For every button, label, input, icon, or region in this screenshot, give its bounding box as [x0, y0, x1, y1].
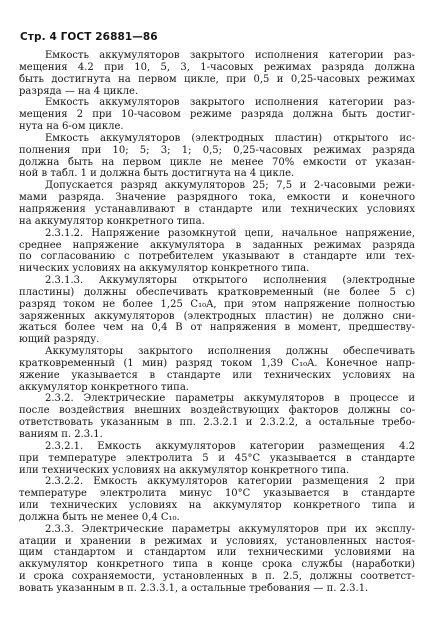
text-line: и срока сохраняемости, установленных в п. 2.5, должны соответст-	[19, 571, 415, 583]
text-line: 2.3.1.3. Аккумуляторы открытого исполнения (электродные	[45, 275, 415, 287]
text-line: мами разряда. Значение разрядного тока, емкости и конечного	[19, 192, 415, 204]
text-line: температуре электролита минус 10°С указывается в стандарте	[19, 488, 415, 500]
text-line: должна быть на первом цикле не менее 70% емкости от указан-	[19, 156, 415, 168]
text-line: 2.3.2.1. Емкость аккумуляторов категории размещения 4.2	[45, 440, 415, 452]
text-line: после воздействия внешних воздействующих факторов должны со-	[19, 405, 415, 417]
text-line: напряжения устанавливают в стандарте или технических условиях	[19, 203, 415, 215]
text-line: кратковременный (1 мин) разряд током 1,39 C₁₀A. Конечное напр-	[19, 357, 415, 369]
text-line: по согласованию с потребителем указывают в стандарте или тех-	[19, 251, 415, 263]
text-line: должна быть не менее 0,4 C₁₀.	[19, 511, 180, 523]
text-line: ной в табл. 1 и должна быть достигнута на 4 цикле.	[19, 168, 295, 180]
text-line: на аккумулятор конкретного типа.	[19, 215, 205, 227]
text-line: заряженных аккумуляторов (электродных пластин) не должно сни-	[19, 310, 415, 322]
text-line: Допускается разряд аккумуляторов 25; 7,5 и 2-часовыми режи-	[45, 180, 415, 192]
text-line: или технических условиях на аккумулятор конкретного типа и	[19, 500, 415, 512]
text-line: пластины) должны обеспечивать кратковременный (не более 5 с)	[19, 286, 415, 298]
text-line: нических условиях на аккумулятор конкретного типа.	[19, 263, 310, 275]
text-line: 2.3.1.2. Напряжение разомкнутой цепи, начальное напряжение,	[45, 227, 415, 239]
text-line: ответствовать указанным в пп. 2.3.2.1 и 2.3.2.2, а остальные требо-	[19, 417, 415, 429]
page-header: Стр. 4 ГОСТ 26881—86	[20, 31, 158, 43]
text-line: аккумулятор конкретного типа.	[19, 381, 189, 393]
text-line: ющий разряду.	[19, 334, 100, 346]
text-line: разряда — на 4 цикле.	[19, 85, 139, 97]
text-line: 2.3.2.2. Емкость аккумуляторов категории размещения 2 при	[45, 476, 415, 488]
text-line: 2.3.3. Электрические параметры аккумуляторов при их эксплу-	[45, 523, 415, 535]
document-body	[19, 50, 415, 595]
text-line: нута на 6-ом цикле.	[19, 121, 124, 133]
text-line: Емкость аккумуляторов закрытого исполнения категории раз-	[45, 97, 415, 109]
text-line: быть достигнута на первом цикле, при 0,5 и 0,25-часовых режимах	[19, 73, 415, 85]
text-line: Емкость аккумуляторов (электродных пластин) открытого ис-	[45, 132, 415, 144]
text-line: разряд током не более 1,25 C₁₀A, при этом напряжение полностью	[19, 298, 415, 310]
text-line: атации и хранении в режимах и условиях, установленных настоя-	[19, 535, 415, 547]
text-line: Аккумуляторы закрытого исполнения должны обеспечивать	[45, 346, 415, 358]
text-line: вовать указанным в п. 2.3.3.1, а остальные требования — п. 2.3.1.	[19, 582, 369, 594]
text-line: жаться более чем на 0,4 В от напряжения в момент, предшеству-	[19, 322, 415, 334]
text-line: щим стандартом и стандартом или техническими условиями на	[19, 547, 415, 559]
text-line: яжение указывается в стандарте или технических условиях на	[19, 369, 415, 381]
text-line: полнения при 10; 5; 3; 1; 0,5; 0,25-часовых режимах разряда	[19, 144, 415, 156]
text-line: ваниям п. 2.3.1.	[19, 429, 103, 440]
text-line: мещения 2 при 10-часовом режиме разряда должна быть достиг-	[19, 109, 415, 121]
text-line: мещения 4.2 при 10, 5, 3, 1-часовых режимах разряда должна	[19, 61, 415, 73]
text-line: 2.3.2. Электрические параметры аккумуляторов в процессе и	[45, 393, 415, 405]
text-line: среднее напряжение аккумулятора в заданных режимах разряда	[19, 239, 415, 251]
text-line: аккумулятор конкретного типа в конце срока службы (наработки)	[19, 559, 415, 571]
text-line: Емкость аккумуляторов закрытого исполнения категории раз-	[45, 50, 415, 61]
text-line: или технических условиях на аккумулятор конкретного типа.	[19, 464, 350, 476]
text-line: при температуре электролита 5 и 45°С указывается в стандарте	[19, 452, 415, 464]
